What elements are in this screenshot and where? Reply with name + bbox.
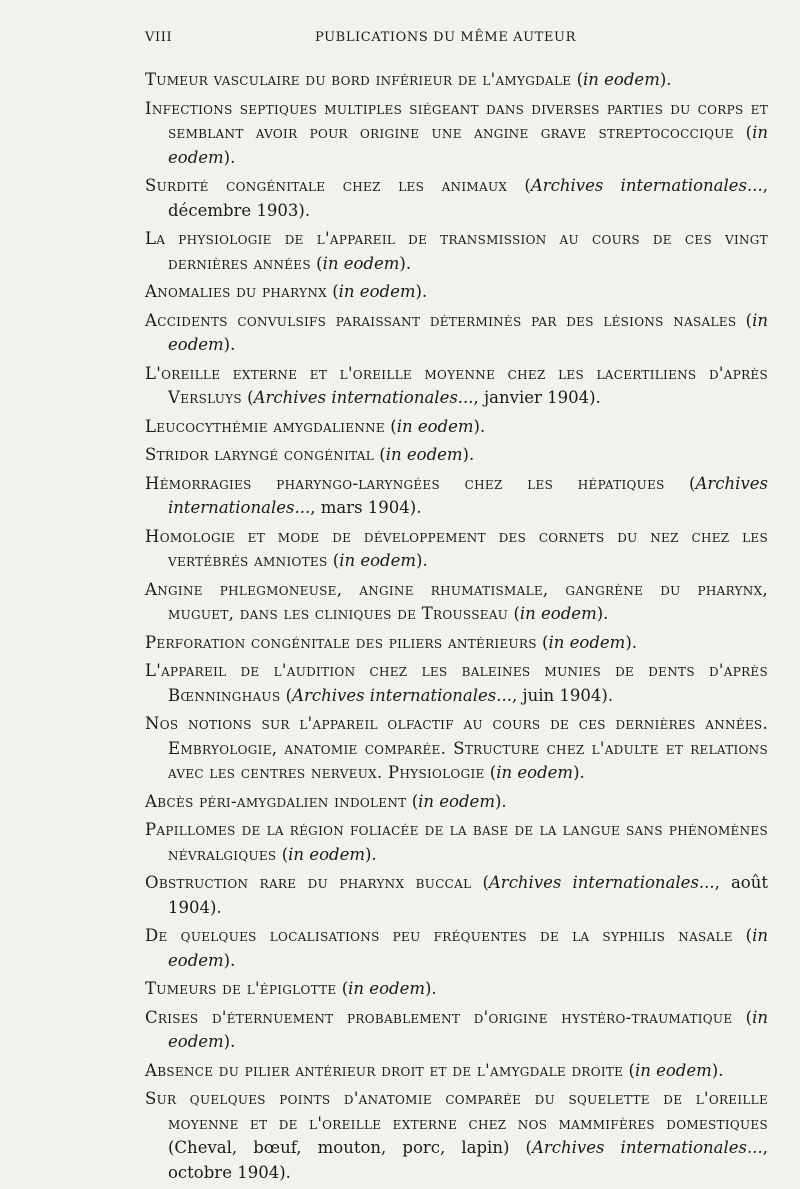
entry-title: Perforation congénitale des piliers antérieurs <box>145 632 537 652</box>
page-header <box>145 30 762 50</box>
publication-entry <box>145 68 768 93</box>
entry-citation: (in eodem). <box>168 123 768 167</box>
entry-citation: (in eodem). <box>406 791 507 811</box>
entry-title: L'appareil de l'audition chez les baleines munies de dents d'après Bœnninghaus <box>145 661 768 705</box>
entry-citation: (in eodem). <box>168 1007 768 1051</box>
publication-entry <box>145 280 768 305</box>
entry-citation: (Archives internationales..., mars 1904). <box>168 473 769 517</box>
entry-citation: (in eodem). <box>327 551 428 570</box>
entry-title: Tumeur vasculaire du bord inférieur de l'amygdale <box>145 70 572 89</box>
entry-title: Tumeurs de l'épiglotte <box>145 979 337 998</box>
entry-citation: (Archives internationales..., août 1904). <box>168 873 768 917</box>
publication-entry <box>145 415 768 440</box>
entry-title: Abcès péri-amygdalien indolent <box>145 791 407 811</box>
publication-entry <box>145 578 768 627</box>
publication-entry <box>145 1059 768 1084</box>
publication-entry <box>145 924 768 973</box>
entry-title: Obstruction rare du pharynx buccal <box>145 873 472 892</box>
entry-title: Nos notions sur l'appareil olfactif au cours de ces dernières années. Embryologie, anatomie comparée. Structure chez l'adulte et relations avec les centres nerveux. Physiologie <box>145 714 768 782</box>
entry-citation: (in eodem). <box>385 416 486 436</box>
entry-citation: (in eodem). <box>168 310 769 354</box>
entry-citation: (in eodem). <box>508 604 609 623</box>
entry-title: Angine phlegmoneuse, angine rhumatismale, gangrène du pharynx, muguet, dans les cliniques de Trousseau <box>145 579 768 623</box>
entry-citation: (in eodem). <box>310 253 412 273</box>
publication-entry <box>145 871 768 920</box>
entry-title: Crises d'éternuement probablement d'origine hystéro-traumatique <box>145 1007 733 1027</box>
publication-entry <box>145 790 768 815</box>
entry-citation: (in eodem). <box>168 926 768 970</box>
entry-citation: (Archives internationales..., juin 1904). <box>280 685 614 705</box>
entry-citation: (in eodem). <box>326 282 428 301</box>
publication-entry <box>145 1006 768 1055</box>
entry-citation: (in eodem). <box>484 763 585 782</box>
entry-title: Absence du pilier antérieur droit et de l'amygdale droite <box>145 1060 624 1080</box>
entry-title: Papillomes de la région foliacée de la base de la langue sans phénomènes névralgiques <box>145 820 768 864</box>
entry-citation: (Archives internationales..., janvier 1904). <box>241 388 601 407</box>
publication-entry <box>145 977 768 1002</box>
entry-citation: (in eodem). <box>536 632 637 652</box>
entry-title: Homologie et mode de développement des cornets du nez chez les vertébrés amniotes <box>145 526 768 570</box>
entry-citation: (in eodem). <box>276 844 377 864</box>
entry-title: Accidents convulsifs paraissant déterminés par des lésions nasales <box>145 310 737 330</box>
publication-entry <box>145 818 768 867</box>
running-head: PUBLICATIONS DU MÊME AUTEUR <box>315 30 576 45</box>
entry-title: L'oreille externe et l'oreille moyenne chez les lacertiliens d'après Versluys <box>145 363 768 407</box>
publication-list <box>145 68 768 1189</box>
entry-citation: (Archives internationales..., décembre 1903). <box>168 176 769 220</box>
entry-citation: (Cheval, bœuf, mouton, porc, lapin) (Archives internationales..., octobre 1904). <box>168 1138 769 1182</box>
entry-title: La physiologie de l'appareil de transmission au cours de ces vingt dernières années <box>145 229 768 273</box>
publication-entry <box>145 472 768 521</box>
publication-entry <box>145 362 768 411</box>
publication-entry <box>145 712 768 786</box>
publication-entry <box>145 309 768 358</box>
publication-entry <box>145 97 768 171</box>
entry-citation: (in eodem). <box>623 1060 724 1080</box>
publication-entry <box>145 227 768 276</box>
entry-title: De quelques localisations peu fréquentes de la syphilis nasale <box>145 926 733 945</box>
entry-title: Hémorragies pharyngo-laryngées chez les hépatiques <box>145 473 665 493</box>
entry-title: Leucocythémie amygdalienne <box>145 416 385 436</box>
publication-entry <box>145 525 768 574</box>
entry-citation: (in eodem). <box>336 979 437 998</box>
page-number: VIII <box>145 30 173 45</box>
entry-citation: (in eodem). <box>571 70 672 89</box>
entry-title: Sur quelques points d'anatomie comparée du squelette de l'oreille moyenne et de l'oreille externe chez nos mammifères domestiques <box>145 1089 768 1133</box>
publication-entry <box>145 174 768 223</box>
entry-title: Surdité congénitale chez les animaux <box>145 176 508 195</box>
entry-title: Infections septiques multiples siégeant dans diverses parties du corps et semblant avoir pour origine une angine grave streptococcique <box>145 98 768 142</box>
entry-title: Stridor laryngé congénital <box>145 445 375 464</box>
publication-entry <box>145 443 768 468</box>
entry-title: Anomalies du pharynx <box>145 282 327 301</box>
entry-citation: (in eodem). <box>374 445 475 464</box>
publication-entry <box>145 631 768 656</box>
publication-entry <box>145 1087 768 1185</box>
publication-entry <box>145 659 768 708</box>
